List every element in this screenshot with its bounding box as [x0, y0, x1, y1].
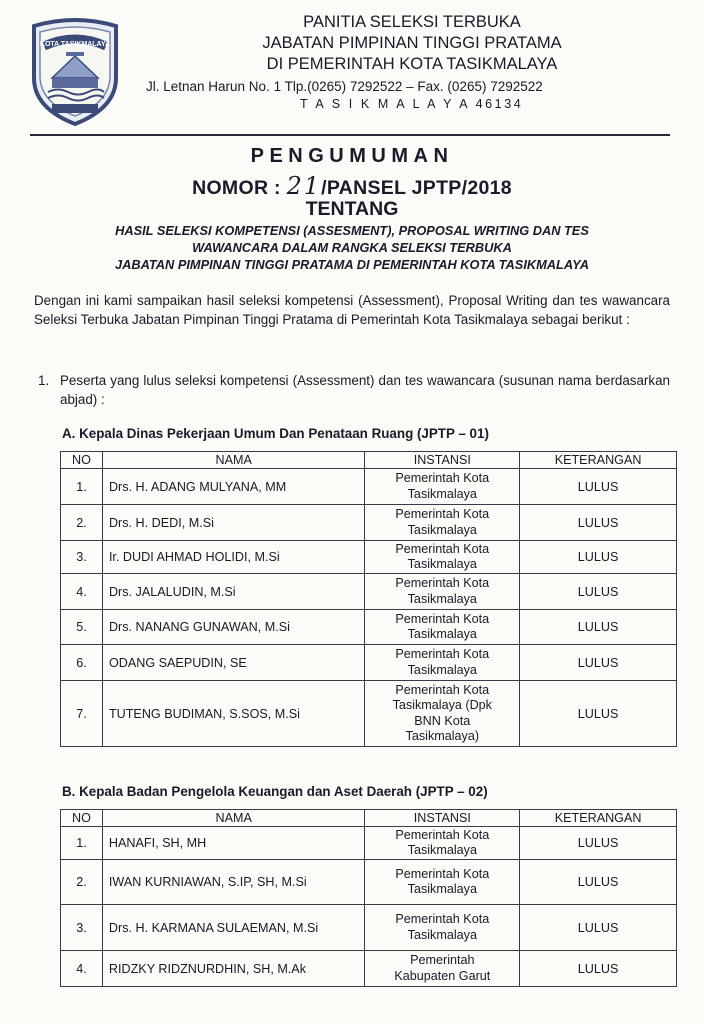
cell-nama: RIDZKY RIDZNURDHIN, SH, M.Ak — [102, 951, 365, 987]
cell-no: 4. — [61, 951, 103, 987]
cell-instansi — [365, 469, 520, 505]
table-row — [61, 860, 677, 905]
cell-no: 5. — [61, 610, 103, 645]
cell-nama: Drs. H. ADANG MULYANA, MM — [102, 469, 364, 505]
cell-nama: Ir. DUDI AHMAD HOLIDI, M.Si — [102, 541, 364, 574]
cell-nama: Drs. NANANG GUNAWAN, M.Si — [102, 610, 364, 645]
instansi-line: Pemerintah — [410, 953, 475, 967]
header-instansi: INSTANSI — [365, 810, 520, 827]
instansi-line: Tasikmalaya — [407, 591, 477, 606]
instansi-line: Pemerintah Kota — [395, 866, 490, 881]
cell-nama: ODANG SAEPUDIN, SE — [102, 645, 364, 681]
cell-no: 2. — [61, 860, 103, 905]
cell-no: 6. — [61, 645, 103, 681]
header-no: NO — [61, 452, 103, 469]
letterhead-address: Jl. Letnan Harun No. 1 Tlp.(0265) 7292522 – Fax. (0265) 7292522 — [146, 79, 543, 94]
letterhead-city: T A S I K M A L A Y A 46134 — [300, 97, 524, 111]
letterhead-divider — [30, 134, 670, 136]
cell-no: 4. — [61, 574, 103, 610]
table-row — [61, 610, 677, 645]
instansi-line: Tasikmalaya — [407, 662, 477, 677]
instansi-line: Tasikmalaya — [407, 882, 477, 896]
cell-instansi — [365, 610, 520, 645]
cell-keterangan: LULUS — [520, 645, 677, 681]
cell-nama: IWAN KURNIAWAN, S.IP, SH, M.Si — [102, 860, 365, 905]
cell-nama: TUTENG BUDIMAN, S.SOS, M.Si — [102, 681, 364, 747]
header-nama: NAMA — [102, 452, 364, 469]
cell-keterangan: LULUS — [520, 681, 677, 747]
city-emblem-logo — [26, 16, 124, 128]
cell-keterangan: LULUS — [520, 469, 677, 505]
cell-instansi — [365, 827, 520, 860]
list-item-number: 1. — [38, 373, 50, 388]
cell-instansi — [365, 905, 520, 951]
cell-nama: Drs. H. DEDI, M.Si — [102, 505, 364, 541]
cell-keterangan: LULUS — [520, 574, 677, 610]
list-item-1 — [38, 372, 670, 409]
instansi-line: Pemerintah Kota — [395, 541, 490, 556]
table-header-row — [61, 452, 677, 469]
instansi-line: Tasikmalaya) — [405, 729, 480, 743]
cell-no: 3. — [61, 905, 103, 951]
instansi-line: Pemerintah Kota — [395, 611, 490, 626]
number-handwritten: 21 — [286, 172, 322, 200]
number-prefix: NOMOR : — [192, 177, 281, 199]
instansi-line: Tasikmalaya — [407, 522, 477, 537]
announcement-heading: PENGUMUMAN — [250, 145, 454, 167]
intro-paragraph: Dengan ini kami sampaikan hasil seleksi kompetensi (Assessment), Proposal Writing dan tes wawancara Seleksi Terbuka Jabatan Pimpinan Tinggi Pratama di Pemerintah Kota Tasikmalaya sebagai berikut : — [34, 293, 670, 327]
letterhead-line3: DI PEMERINTAH KOTA TASIKMALAYA — [266, 55, 558, 73]
instansi-line: Pemerintah Kota — [395, 827, 490, 842]
header-nama: NAMA — [102, 810, 365, 827]
instansi-line: Kabupaten Garut — [394, 968, 491, 983]
instansi-line: Tasikmalaya — [407, 843, 477, 857]
instansi-line: Tasikmalaya — [407, 486, 477, 501]
cell-instansi — [365, 860, 520, 905]
results-table-a — [60, 451, 677, 747]
table-row — [61, 505, 677, 541]
cell-no: 2. — [61, 505, 103, 541]
instansi-line: Pemerintah Kota — [395, 682, 490, 697]
header-instansi: INSTANSI — [365, 452, 520, 469]
subject-line3: JABATAN PIMPINAN TINGGI PRATAMA DI PEMERINTAH KOTA TASIKMALAYA — [115, 257, 589, 272]
cell-no: 3. — [61, 541, 103, 574]
svg-text:KOTA TASIKMALAYA: KOTA TASIKMALAYA — [39, 41, 111, 48]
cell-nama: Drs. JALALUDIN, M.Si — [102, 574, 364, 610]
cell-keterangan: LULUS — [520, 860, 677, 905]
number-suffix: /PANSEL JPTP/2018 — [321, 177, 512, 199]
cell-instansi — [365, 574, 520, 610]
section-a-title: A. Kepala Dinas Pekerjaan Umum Dan Penataan Ruang (JPTP – 01) — [62, 426, 489, 441]
cell-keterangan: LULUS — [520, 541, 677, 574]
table-row — [61, 951, 677, 987]
instansi-line: Pemerintah Kota — [395, 912, 490, 926]
table-row — [61, 905, 677, 951]
cell-instansi — [365, 505, 520, 541]
cell-nama: HANAFI, SH, MH — [102, 827, 365, 860]
cell-keterangan: LULUS — [520, 905, 677, 951]
table-row — [61, 469, 677, 505]
announcement-tentang: TENTANG — [305, 198, 399, 220]
letterhead — [22, 12, 682, 134]
instansi-line: Pemerintah Kota — [395, 647, 490, 661]
letterhead-text — [132, 12, 692, 113]
cell-keterangan: LULUS — [520, 951, 677, 987]
cell-instansi — [365, 541, 520, 574]
cell-nama: Drs. H. KARMANA SULAEMAN, M.Si — [102, 905, 365, 951]
table-row — [61, 827, 677, 860]
table-row — [61, 681, 677, 747]
instansi-line: Pemerintah Kota — [395, 471, 490, 485]
table-row — [61, 645, 677, 681]
instansi-line: Pemerintah Kota — [395, 507, 490, 521]
table-header-row — [61, 810, 677, 827]
letterhead-line1: PANITIA SELEKSI TERBUKA — [303, 13, 521, 31]
cell-instansi — [365, 951, 520, 987]
cell-no: 7. — [61, 681, 103, 747]
instansi-line: Tasikmalaya — [407, 927, 477, 942]
header-keterangan: KETERANGAN — [520, 810, 677, 827]
instansi-line: BNN Kota — [414, 713, 471, 728]
header-no: NO — [61, 810, 103, 827]
instansi-line: Tasikmalaya (Dpk — [392, 698, 492, 712]
cell-instansi — [365, 681, 520, 747]
subject-line1: HASIL SELEKSI KOMPETENSI (ASSESMENT), PROPOSAL WRITING DAN TES — [115, 223, 589, 238]
header-keterangan: KETERANGAN — [520, 452, 677, 469]
instansi-line: Tasikmalaya — [407, 627, 477, 641]
letterhead-line2: JABATAN PIMPINAN TINGGI PRATAMA — [262, 34, 562, 52]
table-row — [61, 541, 677, 574]
results-table-b — [60, 809, 677, 987]
section-b-title: B. Kepala Badan Pengelola Keuangan dan Aset Daerah (JPTP – 02) — [62, 784, 488, 799]
cell-keterangan: LULUS — [520, 610, 677, 645]
cell-no: 1. — [61, 469, 103, 505]
cell-keterangan: LULUS — [520, 827, 677, 860]
cell-keterangan: LULUS — [520, 505, 677, 541]
subject-line2: WAWANCARA DALAM RANGKA SELEKSI TERBUKA — [192, 240, 512, 255]
instansi-line: Pemerintah Kota — [395, 576, 490, 590]
announcement-subject — [0, 222, 704, 273]
cell-instansi — [365, 645, 520, 681]
list-item-text: Peserta yang lulus seleksi kompetensi (Assessment) dan tes wawancara (susunan nama berdasarkan abjad) : — [60, 373, 670, 407]
announcement-number — [0, 172, 704, 200]
table-row — [61, 574, 677, 610]
cell-no: 1. — [61, 827, 103, 860]
instansi-line: Tasikmalaya — [407, 557, 477, 571]
